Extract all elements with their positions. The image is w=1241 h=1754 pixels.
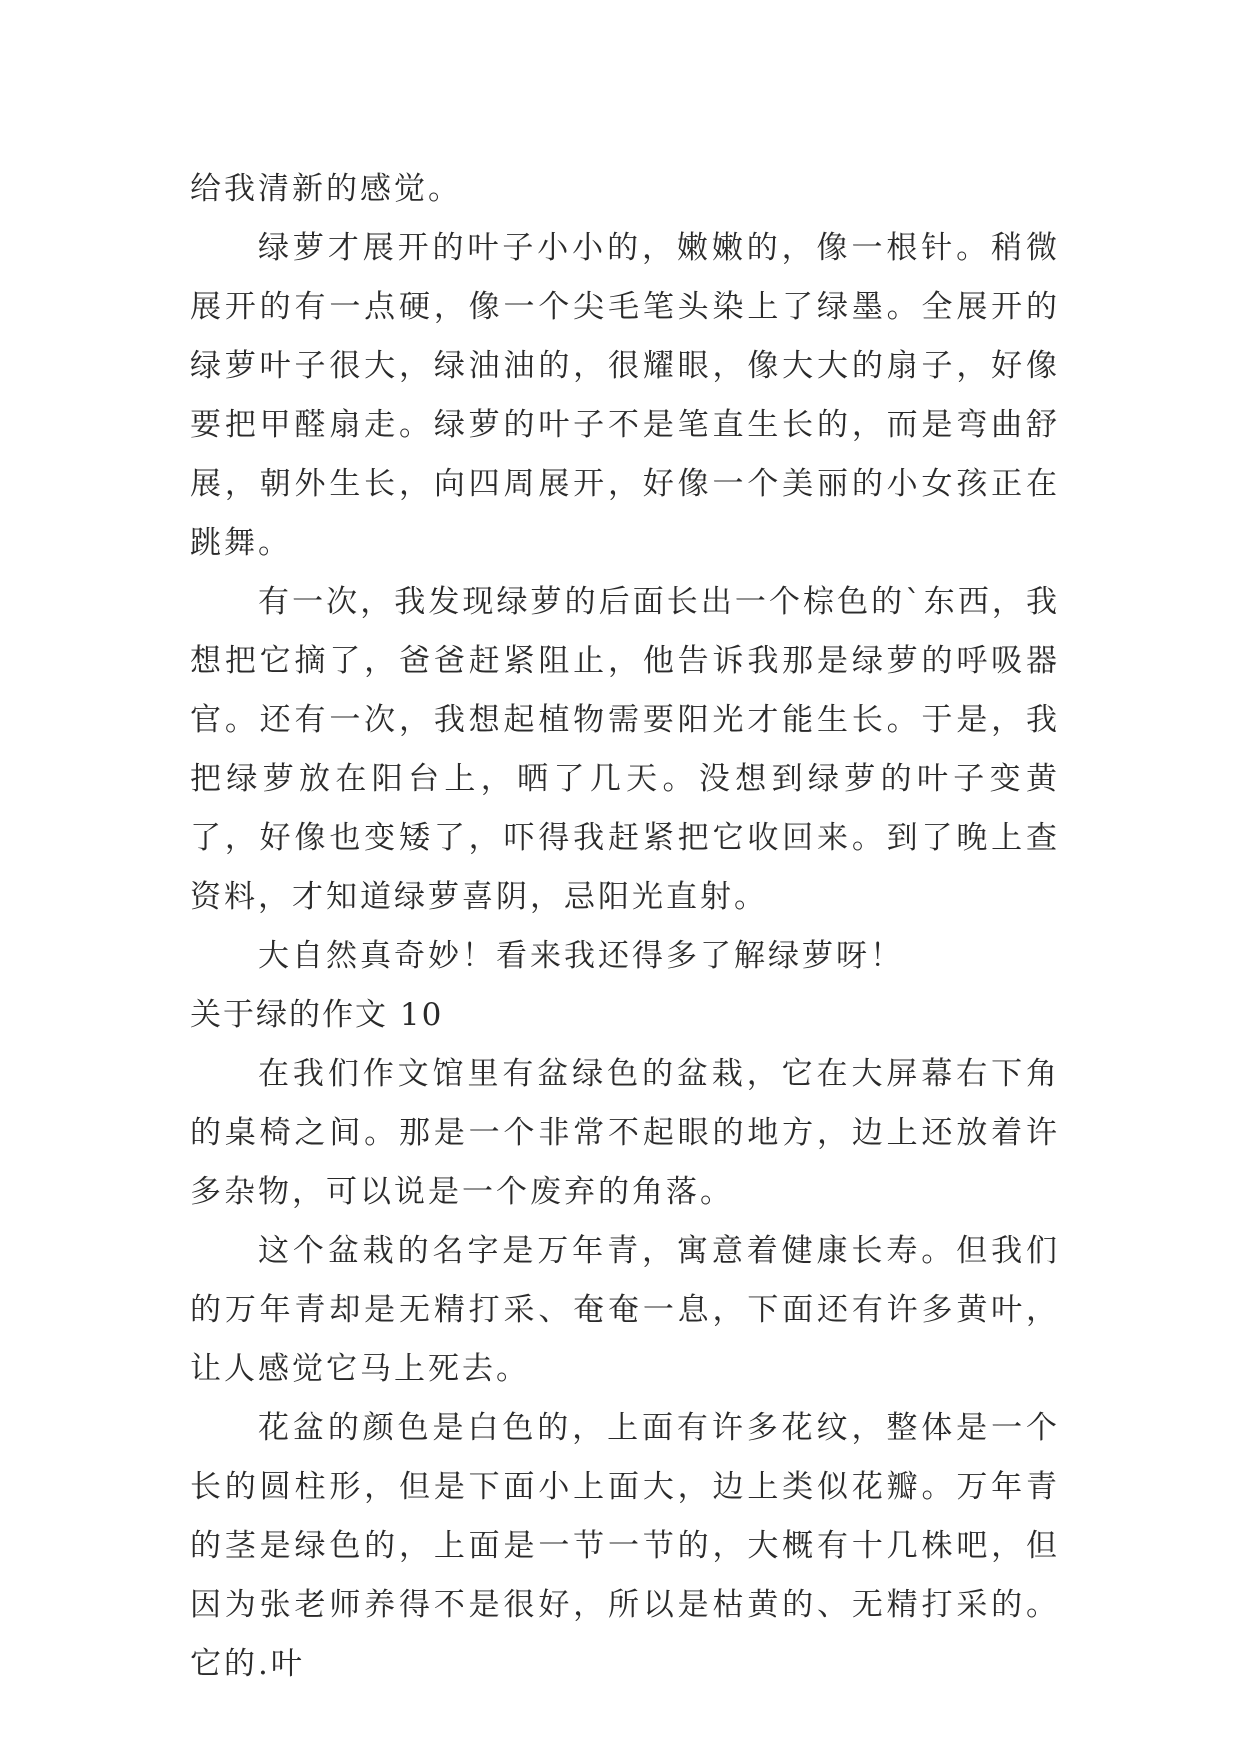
paragraph-flowerpot: 花盆的颜色是白色的，上面有许多花纹，整体是一个长的圆柱形，但是下面小上面大，边上类似花瓣。万年青的茎是绿色的，上面是一节一节的，大概有十几株吧，但因为张老师养得不是很好，所以是枯黄的、无精打采的。它的.叶 xyxy=(190,1410,1060,1682)
paragraph-luoluo-experience: 有一次，我发现绿萝的后面长出一个棕色的`东西，我想把它摘了，爸爸赶紧阻止，他告诉我那是绿萝的呼吸器官。还有一次，我想起植物需要阳光才能生长。于是，我把绿萝放在阳台上，晒了几天。没想到绿萝的叶子变黄了，好像也变矮了，吓得我赶紧把它收回来。到了晚上查资料，才知道绿萝喜阴，忌阳光直射。 xyxy=(190,584,1060,915)
paragraph-nature-wonder: 大自然真奇妙！看来我还得多了解绿萝呀！ xyxy=(258,938,904,974)
paragraph-continuation: 给我清新的感觉。 xyxy=(190,171,462,207)
paragraph-luoluo-leaves: 绿萝才展开的叶子小小的，嫩嫩的，像一根针。稍微展开的有一点硬，像一个尖毛笔头染上了绿墨。全展开的绿萝叶子很大，绿油油的，很耀眼，像大大的扇子，好像要把甲醛扇走。绿萝的叶子不是笔直生长的，而是弯曲舒展，朝外生长，向四周展开，好像一个美丽的小女孩正在跳舞。 xyxy=(190,230,1060,561)
paragraph-bonsai-location: 在我们作文馆里有盆绿色的盆栽，它在大屏幕右下角的桌椅之间。那是一个非常不起眼的地方，边上还放着许多杂物，可以说是一个废弃的角落。 xyxy=(190,1056,1060,1210)
paragraph-bonsai-name: 这个盆栽的名字是万年青，寓意着健康长寿。但我们的万年青却是无精打采、奄奄一息，下面还有许多黄叶，让人感觉它马上死去。 xyxy=(190,1233,1060,1387)
essay-title: 关于绿的作文 10 xyxy=(190,997,444,1033)
document-body xyxy=(190,160,1060,1694)
